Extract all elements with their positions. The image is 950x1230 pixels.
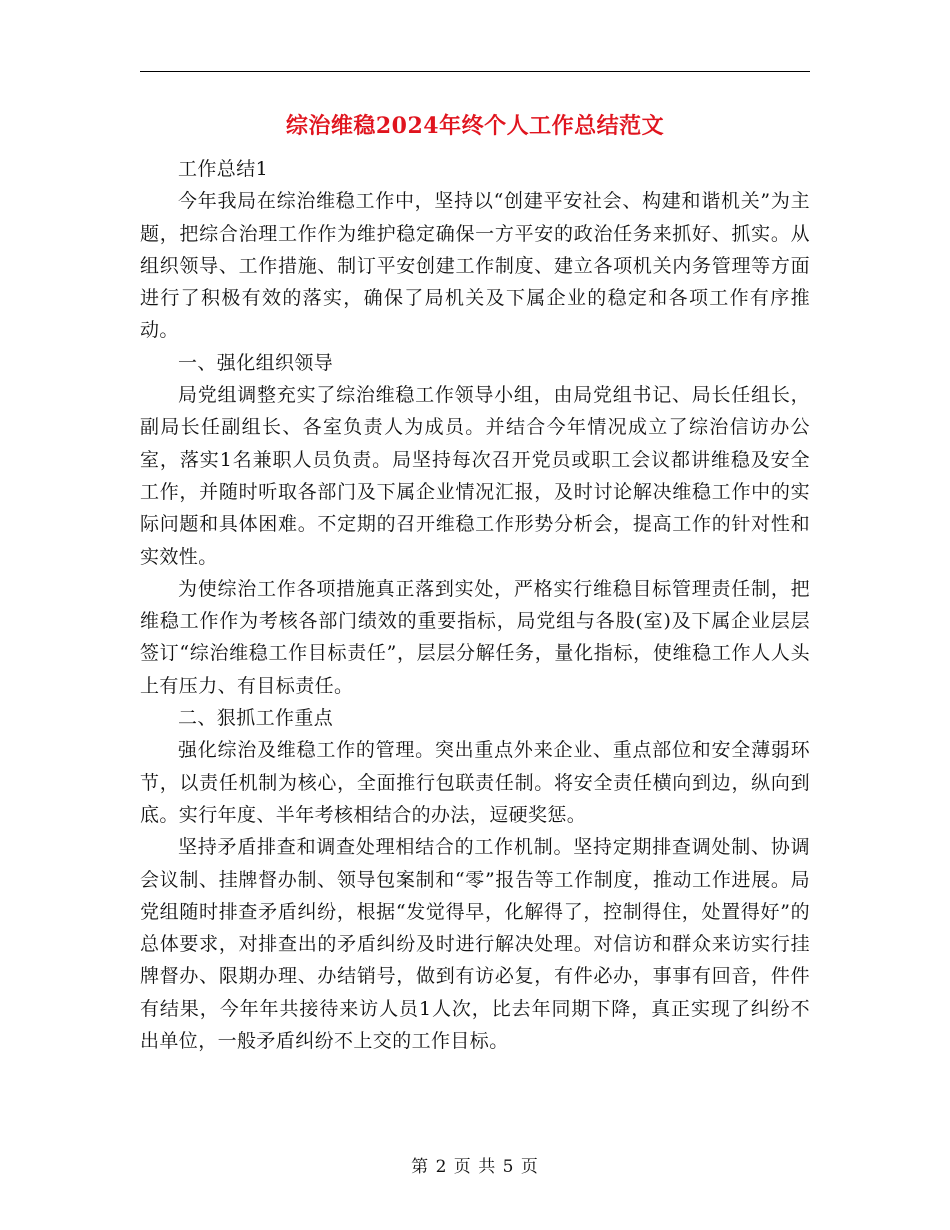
section-heading: 一、强化组织领导 xyxy=(178,351,334,374)
paragraph: 坚持矛盾排查和调查处理相结合的工作机制。坚持定期排查调处制、协调会议制、挂牌督办制、领导包案制和“零”报告等工作制度，推动工作进展。局党组随时排查矛盾纠纷，根据“发觉得早，化解得了，控制得住，处置得好”的总体要求，对排查出的矛盾纠纷及时进行解决处理。对信访和群众来访实行挂牌督办、限期办理、办结销号，做到有访必复，有件必办，事事有回音，件件有结果，今年年共接待来访人员1人次，比去年同期下降，真正实现了纠纷不出单位，一般矛盾纠纷不上交的工作目标。 xyxy=(140,836,810,1053)
header-rule xyxy=(140,71,810,72)
section-heading: 工作总结1 xyxy=(178,158,269,180)
paragraph: 为使综治工作各项措施真正落到实处，严格实行维稳目标管理责任制，把维稳工作作为考核各部门绩效的重要指标，局党组与各股(室)及下属企业层层签订“综治维稳工作目标责任”，层层分解任务，量化指标，使维稳工作人人头上有压力、有目标责任。 xyxy=(140,577,810,697)
paragraph: 强化综治及维稳工作的管理。突出重点外来企业、重点部位和安全薄弱环节，以责任机制为核心，全面推行包联责任制。将安全责任横向到边，纵向到底。实行年度、半年考核相结合的办法，逗硬奖惩。 xyxy=(140,739,810,826)
paragraph: 今年我局在综治维稳工作中，坚持以“创建平安社会、构建和谐机关”为主题，把综合治理工作作为维护稳定确保一方平安的政治任务来抓好、抓实。从组织领导、工作措施、制订平安创建工作制度、建立各项机关内务管理等方面进行了积极有效的落实，确保了局机关及下属企业的稳定和各项工作有序推动。 xyxy=(140,190,810,342)
paragraph: 局党组调整充实了综治维稳工作领导小组，由局党组书记、局长任组长，副局长任副组长、各室负责人为成员。并结合今年情况成立了综治信访办公室，落实1名兼职人员负责。局坚持每次召开党员或职工会议都讲维稳及安全工作，并随时听取各部门及下属企业情况汇报，及时讨论解决维稳工作中的实际问题和具体困难。不定期的召开维稳工作形势分析会，提高工作的针对性和实效性。 xyxy=(140,384,810,568)
document-title: 综治维稳2024年终个人工作总结范文 xyxy=(285,113,665,139)
document-body xyxy=(140,153,810,1057)
page-number: 第 2 页 共 5 页 xyxy=(411,1157,539,1177)
section-heading: 二、狠抓工作重点 xyxy=(178,707,334,730)
